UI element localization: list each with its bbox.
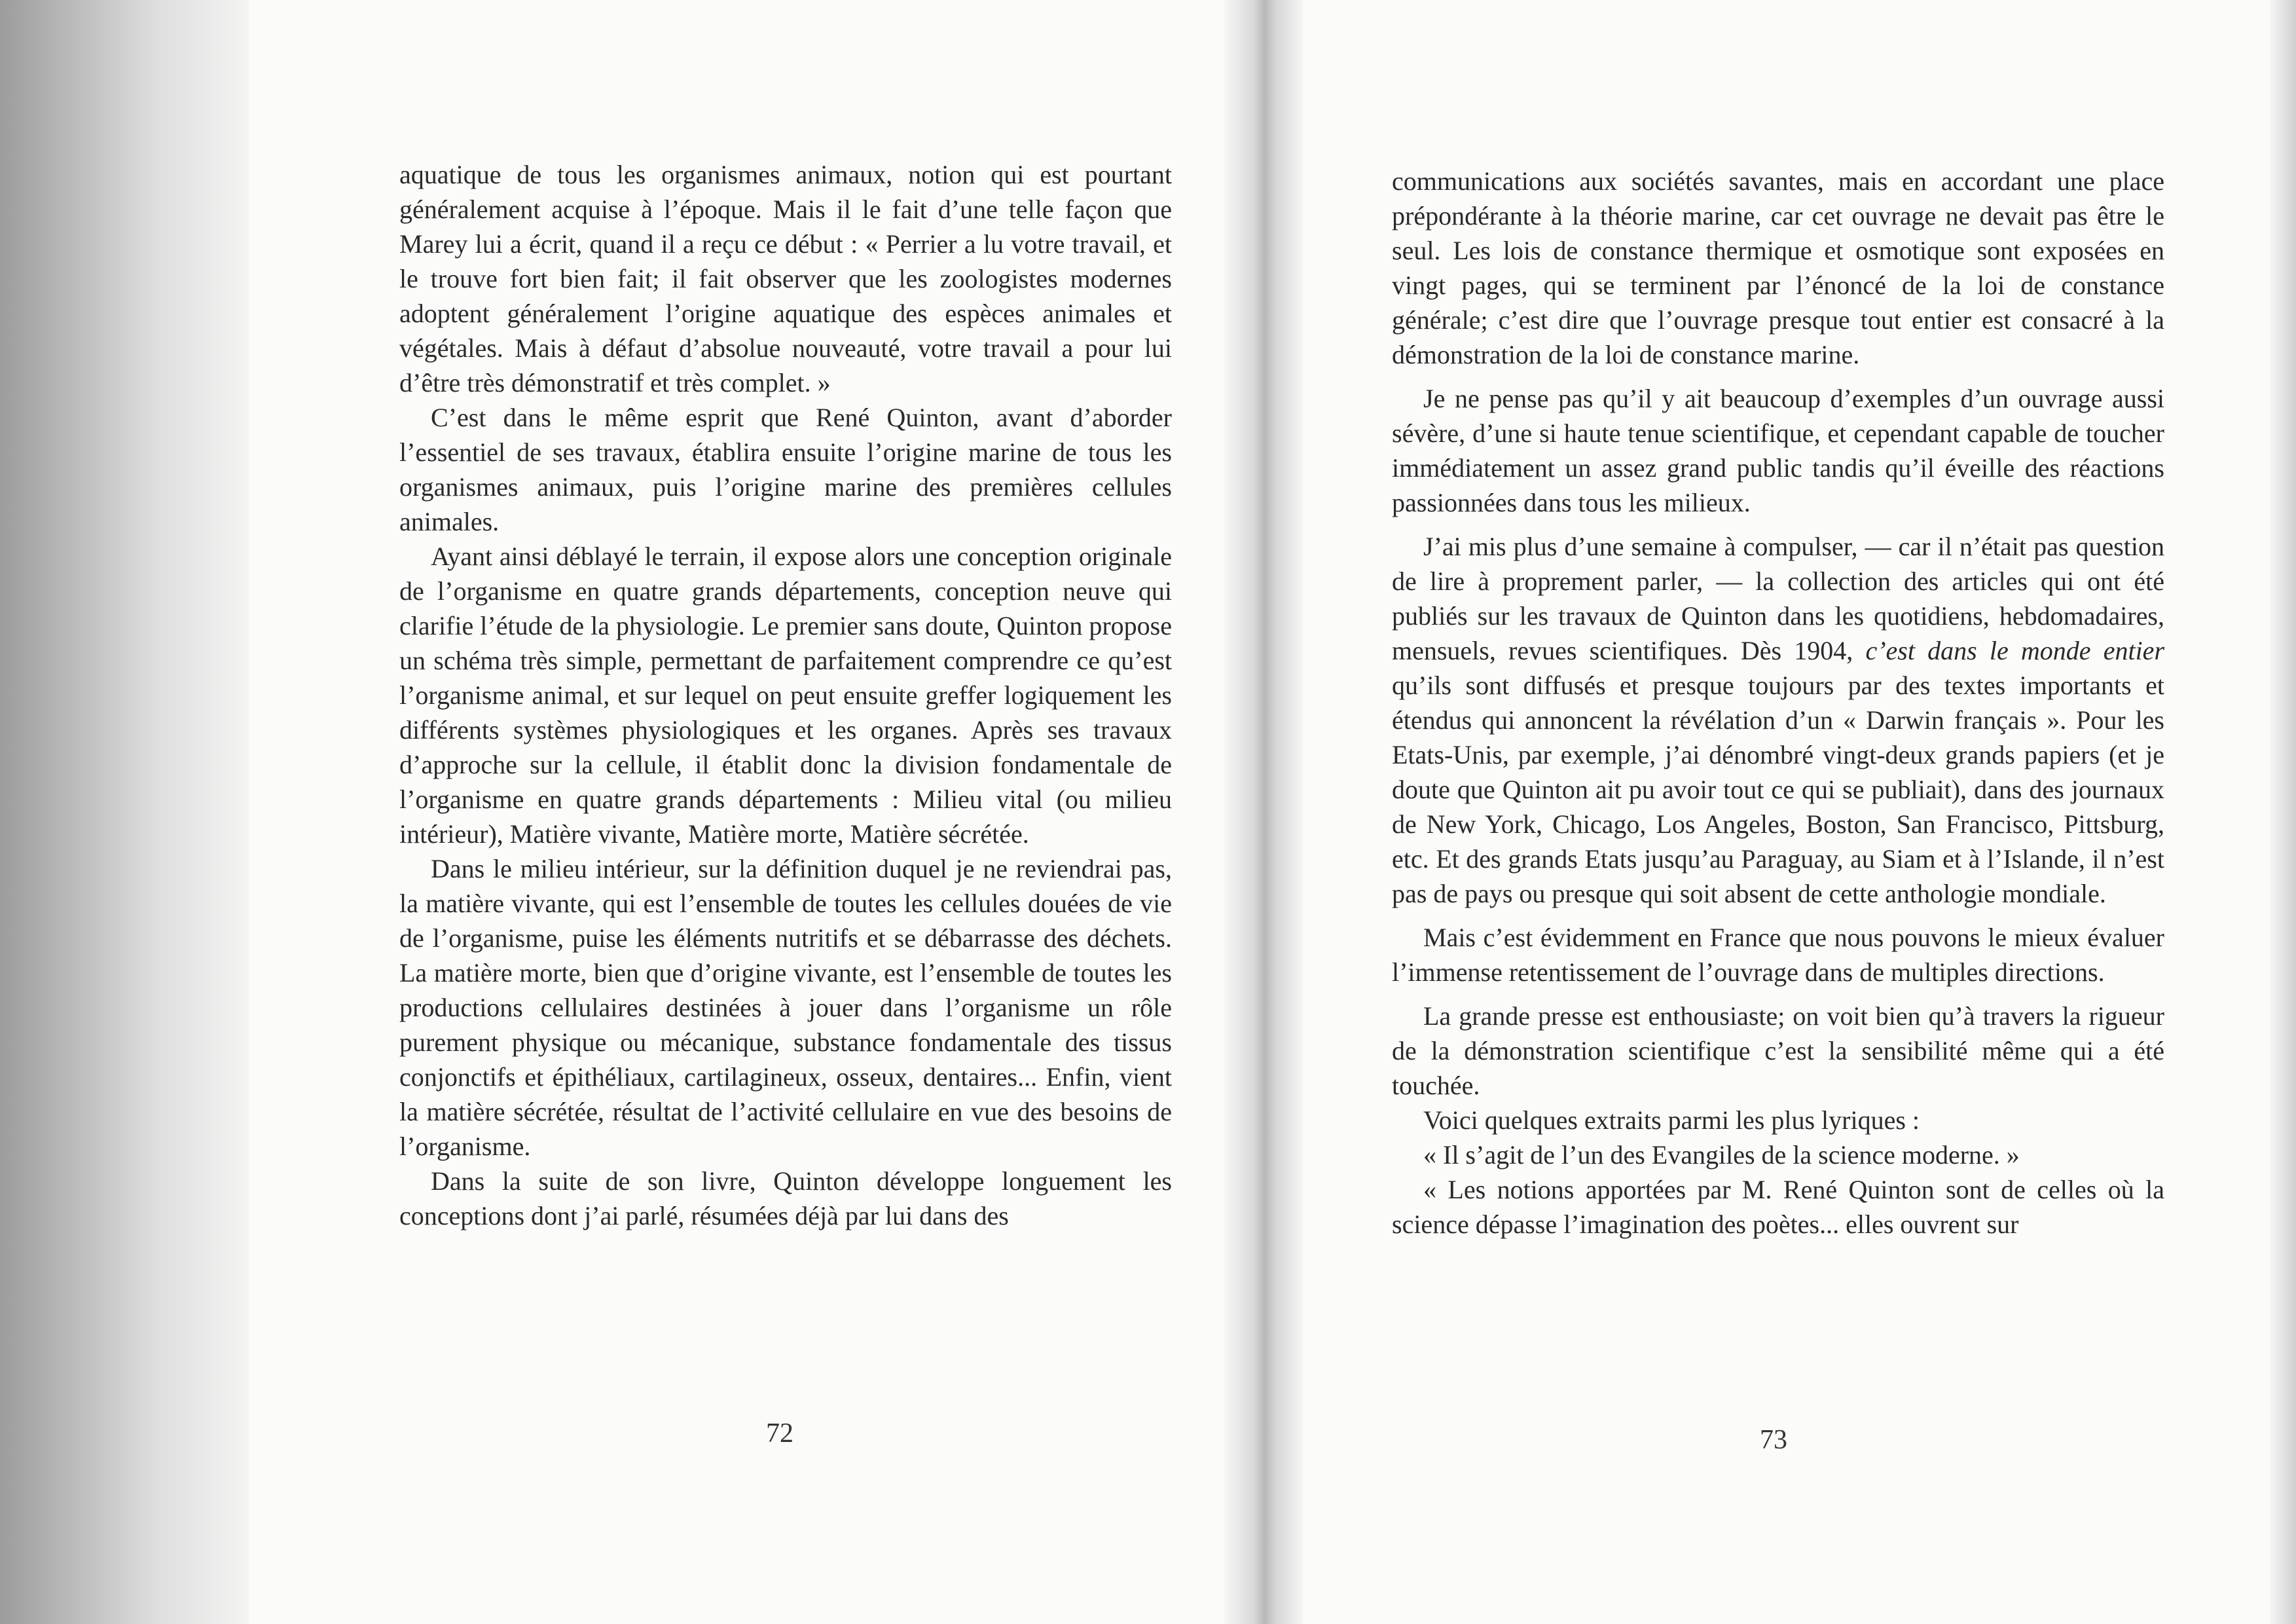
paragraph: C’est dans le même esprit que René Quinton, avant d’aborder l’essentiel de ses travaux, établira ensuite l’origine marine de tous les organismes animaux, puis l’origine marine des premières cellules animales. bbox=[399, 403, 1172, 536]
paragraph-text: J’ai mis plus d’une semaine à compulser, — car il n’était pas question de lire à proprement parler, — la collection des articles qui ont été publiés sur les travaux de Quinton dans les quotidiens, hebdomadaires, mensuels, revues scientifiques. Dès 1904, bbox=[1392, 532, 2164, 665]
paragraph: Mais c’est évidemment en France que nous pouvons le mieux évaluer l’immense retentissement de l’ouvrage dans de multiples directions. bbox=[1392, 923, 2164, 987]
quotation: « Les notions apportées par M. René Quinton sont de celles où la science dépasse l’imagination des poètes... elles ouvrent sur bbox=[1392, 1175, 2164, 1239]
paragraph: Voici quelques extraits parmi les plus lyriques : bbox=[1423, 1105, 1920, 1135]
paragraph: aquatique de tous les organismes animaux, notion qui est pourtant généralement acquise à l’époque. Mais il le fait d’une telle façon que Marey lui a écrit, quand il a reçu ce début : « Perrier a lu votre travail, et le trouve fort bien fait; il fait observer que les zoologistes modernes adoptent généralement l’origine aquatique des espèces animales et végétales. Mais à défaut d’absolue nouveauté, votre travail a pour lui d’être très démonstratif et très complet. » bbox=[399, 160, 1172, 397]
right-page-text bbox=[1392, 164, 2164, 1242]
page-number-right: 73 bbox=[1760, 1425, 1787, 1455]
page-edge-shadow-right bbox=[2270, 0, 2296, 1624]
book-gutter bbox=[1224, 0, 1303, 1624]
paragraph bbox=[1392, 529, 2164, 911]
quotation: « Il s’agit de l’un des Evangiles de la science moderne. » bbox=[1423, 1140, 2020, 1170]
italic-phrase: c’est dans le monde entier bbox=[1865, 636, 2165, 665]
left-page-text bbox=[399, 157, 1172, 1233]
paragraph: Ayant ainsi déblayé le terrain, il expose alors une conception originale de l’organisme en quatre grands départements, conception neuve qui clarifie l’étude de la physiologie. Le premier sans doute, Quinton propose un schéma très simple, permettant de parfaitement comprendre ce qu’est l’organisme animal, et sur lequel on peut ensuite greffer logiquement les différents systèmes physiologiques et les organes. Après ses travaux d’approche sur la cellule, il établit donc la division fondamentale de l’organisme en quatre grands départements : Milieu vital (ou milieu intérieur), Matière vivante, Matière morte, Matière sécrétée. bbox=[399, 542, 1172, 849]
paragraph: Dans le milieu intérieur, sur la définition duquel je ne reviendrai pas, la matière vivante, qui est l’ensemble de toutes les cellules douées de vie de l’organisme, puise les éléments nutritifs et se débarrasse des déchets. La matière morte, bien que d’origine vivante, est l’ensemble de toutes les productions cellulaires destinées à jouer dans l’organisme un rôle purement physique ou mécanique, substance fondamentale des tissus conjonctifs et épithéliaux, cartilagineux, osseux, dentaires... Enfin, vient la matière sécrétée, résultat de l’activité cellulaire en vue des besoins de l’organisme. bbox=[399, 854, 1172, 1161]
paragraph: La grande presse est enthousiaste; on voit bien qu’à travers la rigueur de la démonstration scientifique c’est la sensibilité même qui a été touchée. bbox=[1392, 1001, 2164, 1100]
paragraph-text: qu’ils sont diffusés et presque toujours par des textes importants et étendus qui annoncent la révélation d’un « Darwin français ». Pour les Etats-Unis, par exemple, j’ai dénombré vingt-deux grands papiers (et je doute que Quinton ait pu avoir tout ce qui se publiait), dans des journaux de New York, Chicago, Los Angeles, Boston, San Francisco, Pittsburg, etc. Et des grands Etats jusqu’au Paraguay, au Siam et à l’Islande, il n’est pas de pays ou presque qui soit absent de cette anthologie mondiale. bbox=[1392, 671, 2164, 908]
paragraph: Je ne pense pas qu’il y ait beaucoup d’exemples d’un ouvrage aussi sévère, d’une si haute tenue scientifique, et cependant capable de toucher immédiatement un assez grand public tandis qu’il éveille des réactions passionnées dans tous les milieux. bbox=[1392, 384, 2164, 517]
page-edge-shadow-left bbox=[0, 0, 249, 1624]
paragraph: Dans la suite de son livre, Quinton développe longuement les conceptions dont j’ai parlé, résumées déjà par lui dans des bbox=[399, 1166, 1172, 1230]
page-number-left: 72 bbox=[766, 1418, 793, 1449]
paragraph: communications aux sociétés savantes, mais en accordant une place prépondérante à la théorie marine, car cet ouvrage ne devait pas être le seul. Les lois de constance thermique et osmotique sont exposées en vingt pages, qui se terminent par l’énoncé de la loi de constance générale; c’est dire que l’ouvrage presque tout entier est consacré à la démonstration de la loi de constance marine. bbox=[1392, 166, 2164, 369]
